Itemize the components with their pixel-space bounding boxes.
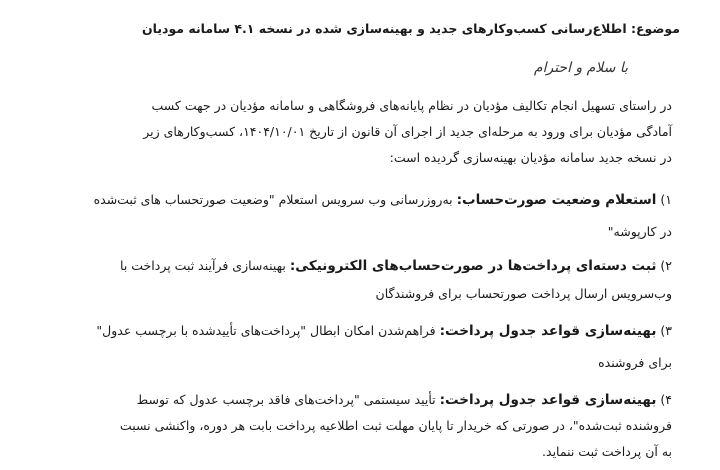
item-text: تأیید سیستمی "پرداخت‌های فاقد برچسب عدول که توسط — [136, 392, 436, 407]
intro-line-2: آمادگی مؤدیان برای ورود به مرحله‌ای جدید از اجرای آن قانون از تاریخ ۱۴۰۴/۱۰/۰۱، کسب‌وکارهای زیر — [143, 124, 672, 139]
item-text-continued: وب‌سرویس ارسال پرداخت صورتحساب برای فروشندگان — [375, 286, 672, 301]
item-text-continued: به آن پرداخت ثبت ننماید. — [542, 444, 672, 459]
item-text-continued: فروشنده ثبت‌شده"، در صورتی که خریدار تا پایان مهلت ثبت اطلاعیه پرداخت بابت هر دوره، واکنشی نسبت — [119, 418, 672, 433]
item-number: ۴) — [660, 392, 672, 407]
subject-line: موضوع: اطلاع‌رسانی کسب‌وکارهای جدید و بهینه‌سازی شده در نسخه ۴.۱ سامانه مودیان — [141, 21, 680, 36]
item-text: فراهم‌شدن امکان ابطال "پرداخت‌های تأییدشده با برچسب عدول" — [96, 323, 436, 338]
item-title: استعلام وضعیت صورت‌حساب: — [456, 192, 657, 208]
item-number: ۲) — [660, 258, 672, 273]
intro-line-1: در راستای تسهیل انجام تکالیف مؤدیان در نظام پایانه‌های فروشگاهی و سامانه مؤدیان در جهت کسب — [151, 98, 672, 113]
intro-line-3: در نسخه جدید سامانه مؤدیان بهینه‌سازی گردیده است: — [389, 150, 672, 165]
item-number: ۱) — [660, 192, 672, 207]
item-title: بهینه‌سازی قواعد جدول پرداخت: — [439, 323, 657, 339]
item-text: بهینه‌سازی فرآیند ثبت پرداخت با — [120, 258, 286, 273]
item-text: به‌روزرسانی وب سرویس استعلام "وضعیت صورتحساب های ثبت‌شده — [93, 192, 453, 207]
item-title: ثبت دسته‌ای پرداخت‌ها در صورت‌حساب‌های الکترونیکی: — [289, 258, 657, 274]
item-title: بهینه‌سازی قواعد جدول پرداخت: — [439, 392, 657, 408]
item-text-continued: برای فروشنده — [598, 355, 672, 370]
item-number: ۳) — [660, 323, 672, 338]
salutation: با سلام و احترام — [533, 60, 628, 76]
item-text-continued: در کارپوشه" — [607, 224, 672, 239]
